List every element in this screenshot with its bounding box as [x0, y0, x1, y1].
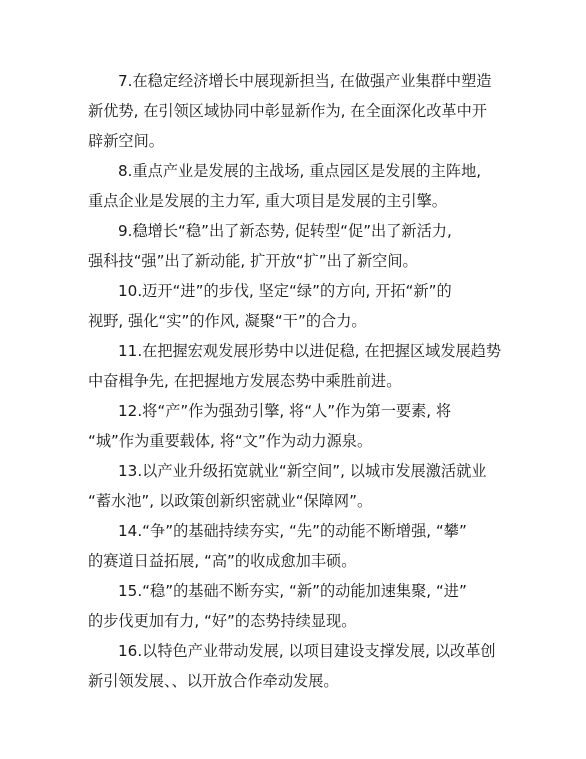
text-line: 11.在把握宏观发展形势中以进促稳, 在把握区域发展趋势 [118, 342, 502, 360]
paragraph-8 [88, 156, 508, 216]
text-line: 新引领发展、、以开放合作牵动发展。 [88, 672, 339, 690]
text-line: 14.“争”的基础持续夯实, “先”的动能不断增强, “攀” [118, 522, 467, 540]
text-line: 10.迈开“进”的步伐, 坚定“绿”的方向, 开拓“新”的 [118, 282, 452, 300]
text-line: 13.以产业升级拓宽就业“新空间”, 以城市发展激活就业 [118, 462, 487, 480]
text-line: 8.重点产业是发展的主战场, 重点园区是发展的主阵地, [118, 162, 482, 180]
paragraph-7 [88, 66, 508, 156]
text-line: “城”作为重要载体, 将“文”作为动力源泉。 [88, 432, 373, 450]
paragraph-9 [88, 216, 508, 276]
text-line: 强科技“强”出了新动能, 扩开放“扩”出了新空间。 [88, 252, 418, 270]
paragraph-11 [88, 336, 508, 396]
paragraph-16 [88, 636, 508, 696]
text-line: 新优势, 在引领区域协同中彰显新作为, 在全面深化改革中开 [88, 102, 487, 120]
paragraph-10 [88, 276, 508, 336]
text-line: 7.在稳定经济增长中展现新担当, 在做强产业集群中塑造 [118, 72, 492, 90]
text-line: 的赛道日益拓展, “高”的收成愈加丰硕。 [88, 552, 357, 570]
text-line: “蓄水池”, 以政策创新织密就业“保障网”。 [88, 492, 373, 510]
paragraph-15 [88, 576, 508, 636]
text-line: 视野, 强化“实”的作风, 凝聚“干”的合力。 [88, 312, 367, 330]
text-line: 中奋楫争先, 在把握地方发展态势中乘胜前进。 [88, 372, 402, 390]
paragraph-13 [88, 456, 508, 516]
paragraph-14 [88, 516, 508, 576]
text-line: 9.稳增长“稳”出了新态势, 促转型“促”出了新活力, [118, 222, 452, 240]
text-line: 辟新空间。 [88, 132, 164, 150]
text-line: 重点企业是发展的主力军, 重大项目是发展的主引擎。 [88, 192, 447, 210]
text-line: 15.“稳”的基础不断夯实, “新”的动能加速集聚, “进” [118, 582, 467, 600]
text-line: 16.以特色产业带动发展, 以项目建设支撑发展, 以改革创 [118, 642, 496, 660]
text-line: 的步伐更加有力, “好”的态势持续显现。 [88, 612, 357, 630]
text-line: 12.将“产”作为强劲引擎, 将“人”作为第一要素, 将 [118, 402, 452, 420]
paragraph-12 [88, 396, 508, 456]
